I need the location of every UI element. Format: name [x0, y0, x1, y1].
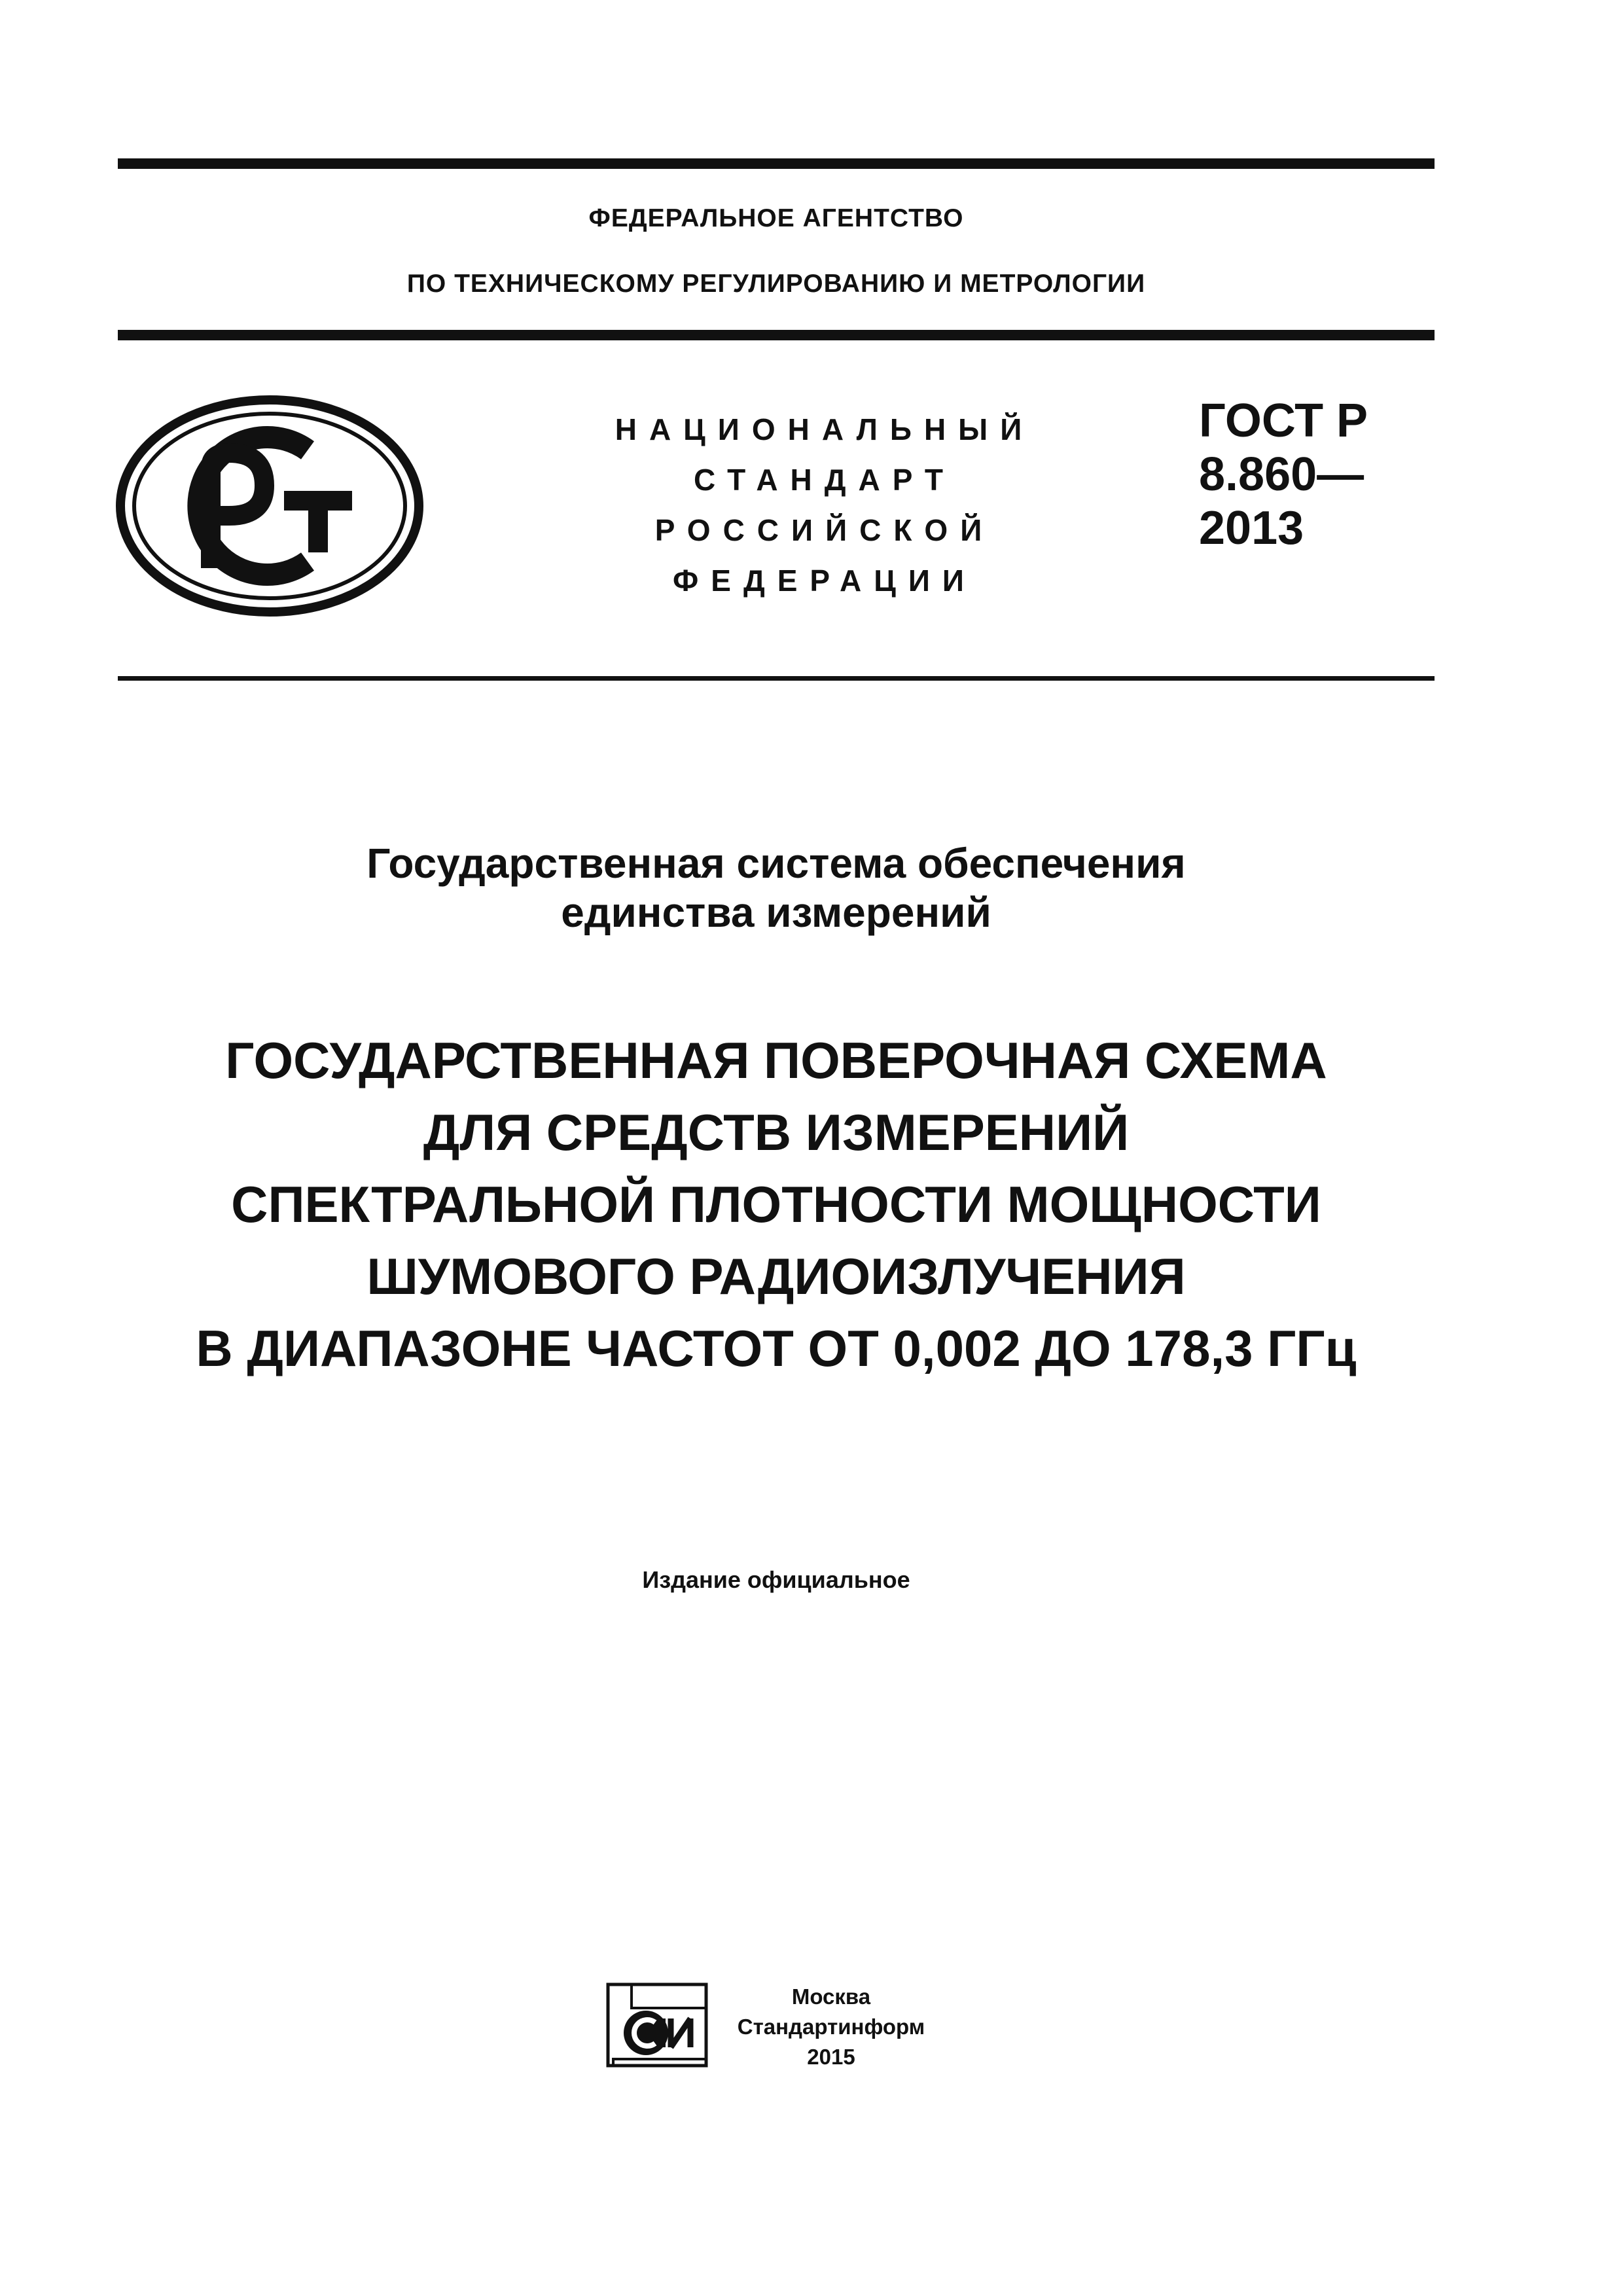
edition-note: Издание официальное: [642, 1566, 910, 1593]
gost-number-line: 2013: [1199, 502, 1304, 554]
publisher-city: Москва: [791, 1984, 871, 2009]
document-title-line: ШУМОВОГО РАДИОИЗЛУЧЕНИЯ: [366, 1247, 1186, 1305]
rst-certification-icon: [113, 393, 427, 619]
agency-name-line-1: ФЕДЕРАЛЬНОЕ АГЕНТСТВО: [588, 204, 964, 232]
header-rule: [118, 330, 1435, 340]
standard-type-line: РОССИЙСКОЙ: [654, 513, 995, 547]
document-title-line: СПЕКТРАЛЬНОЙ ПЛОТНОСТИ МОЩНОСТИ: [231, 1175, 1321, 1233]
publication-year: 2015: [807, 2045, 855, 2069]
series-title-line: Государственная система обеспечения: [366, 840, 1186, 887]
document-title-line: ДЛЯ СРЕДСТВ ИЗМЕРЕНИЙ: [423, 1103, 1130, 1161]
agency-name-line-2: ПО ТЕХНИЧЕСКОМУ РЕГУЛИРОВАНИЮ И МЕТРОЛОГИИ: [406, 270, 1146, 298]
standard-type-line: НАЦИОНАЛЬНЫЙ: [615, 412, 1035, 446]
publisher-imprint: [720, 1982, 942, 2072]
standard-type-block: [537, 404, 1113, 606]
standard-type-line: ФЕДЕРАЦИИ: [673, 564, 976, 598]
standartinform-logo-icon: [605, 1982, 709, 2068]
top-rule: [118, 158, 1435, 169]
gost-number: [1199, 394, 1435, 555]
document-title-line: В ДИАПАЗОНЕ ЧАСТОТ ОТ 0,002 ДО 178,3 ГГц: [196, 1319, 1357, 1377]
gost-number-line: ГОСТ Р: [1199, 395, 1368, 447]
publisher-name: Стандартинформ: [737, 2015, 925, 2039]
gost-number-line: 8.860—: [1199, 448, 1364, 501]
document-title: [118, 1024, 1435, 1384]
series-title: [118, 839, 1435, 937]
series-title-line: единства измерений: [561, 889, 991, 936]
standard-type-line: СТАНДАРТ: [694, 463, 955, 497]
document-title-line: ГОСУДАРСТВЕННАЯ ПОВЕРОЧНАЯ СХЕМА: [225, 1031, 1327, 1089]
title-rule: [118, 676, 1435, 681]
